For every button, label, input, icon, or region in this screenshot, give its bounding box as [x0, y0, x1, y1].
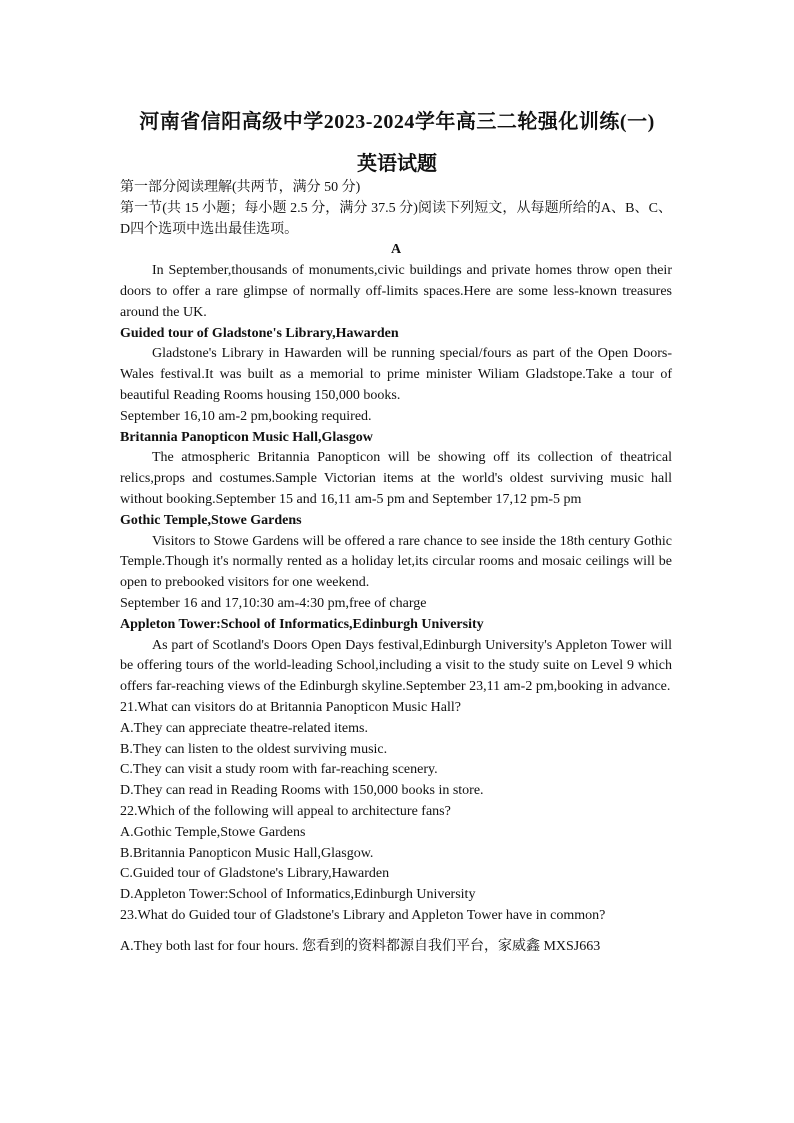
section-one-instructions: 第一节(共 15 小题；每小题 2.5 分，满分 37.5 分)阅读下列短文，从每题所给的A、B、C、D四个选项中选出最佳选项。 [120, 200, 672, 237]
question-stem: 21.What can visitors do at Britannia Panopticon Music Hall? [120, 699, 461, 715]
item-heading: Appleton Tower:School of Informatics,Edinburgh University [120, 616, 484, 632]
page-title: 河南省信阳高级中学2023-2024学年高三二轮强化训练(一) [139, 111, 655, 133]
question-stem: 23.What do Guided tour of Gladstone's Library and Appleton Tower have in common? [120, 907, 606, 923]
page-subtitle: 英语试题 [357, 153, 437, 175]
item-text: The atmospheric Britannia Panopticon will be showing off its collection of theatrical relics,props and costumes.Sample Victorian items at the world's oldest surviving music hall without booking.September 15 and 16,11 am-5 pm and September 17,12 pm-5 pm [120, 450, 672, 507]
question-option: B.Britannia Panopticon Music Hall,Glasgow. [120, 845, 374, 861]
passage-intro: In September,thousands of monuments,civic buildings and private homes throw open their doors to offer a rare glimpse of normally off-limits spaces.Here are some less-known treasures around the UK. [120, 263, 672, 320]
question-option: D.Appleton Tower:School of Informatics,Edinburgh University [120, 887, 476, 903]
question-option: B.They can listen to the oldest surviving music. [120, 741, 388, 757]
question-option: D.They can read in Reading Rooms with 150,000 books in store. [120, 783, 484, 799]
item-heading: Gothic Temple,Stowe Gardens [120, 512, 302, 528]
item-text: Visitors to Stowe Gardens will be offered a rare chance to see inside the 18th century Gothic Temple.Though it's normally rented as a holiday let,its circular rooms and mosaic ceilings will be open to prebooked visitors for one weekend. [120, 533, 672, 591]
item-schedule: September 16,10 am-2 pm,booking required. [120, 408, 372, 424]
passage-letter: A [390, 242, 402, 258]
item-text: Gladstone's Library in Hawarden will be running special/fours as part of the Open Doors-Wales festival.It was built as a memorial to prime minister Wiliam Gladstope.Take a tour of beautiful Reading Rooms housing 150,000 books. [120, 346, 672, 403]
question-option: A.Gothic Temple,Stowe Gardens [120, 824, 306, 840]
item-schedule: September 16 and 17,10:30 am-4:30 pm,free of charge [120, 595, 427, 611]
question-option: C.Guided tour of Gladstone's Library,Hawarden [120, 866, 390, 882]
item-heading: Guided tour of Gladstone's Library,Hawarden [120, 325, 399, 341]
question-option: C.They can visit a study room with far-reaching scenery. [120, 762, 438, 778]
item-text: As part of Scotland's Doors Open Days festival,Edinburgh University's Appleton Tower will be offering tours of the world-leading School,including a visit to the study suite on Level 9 which offers far-reaching views of the Edinburgh skyline.September 23,11 am-2 pm,booking in advance. [120, 637, 672, 695]
document-body [120, 178, 672, 957]
question-option: A.They can appreciate theatre-related items. [120, 720, 368, 736]
section-part-heading: 第一部分阅读理解(共两节，满分 50 分) [120, 180, 361, 195]
question-option: A.They both last for four hours. 您看到的资料都源自我们平台，家威鑫 MXSJ663 [120, 938, 601, 954]
item-heading: Britannia Panopticon Music Hall,Glasgow [120, 429, 373, 445]
question-stem: 22.Which of the following will appeal to architecture fans? [120, 803, 451, 819]
